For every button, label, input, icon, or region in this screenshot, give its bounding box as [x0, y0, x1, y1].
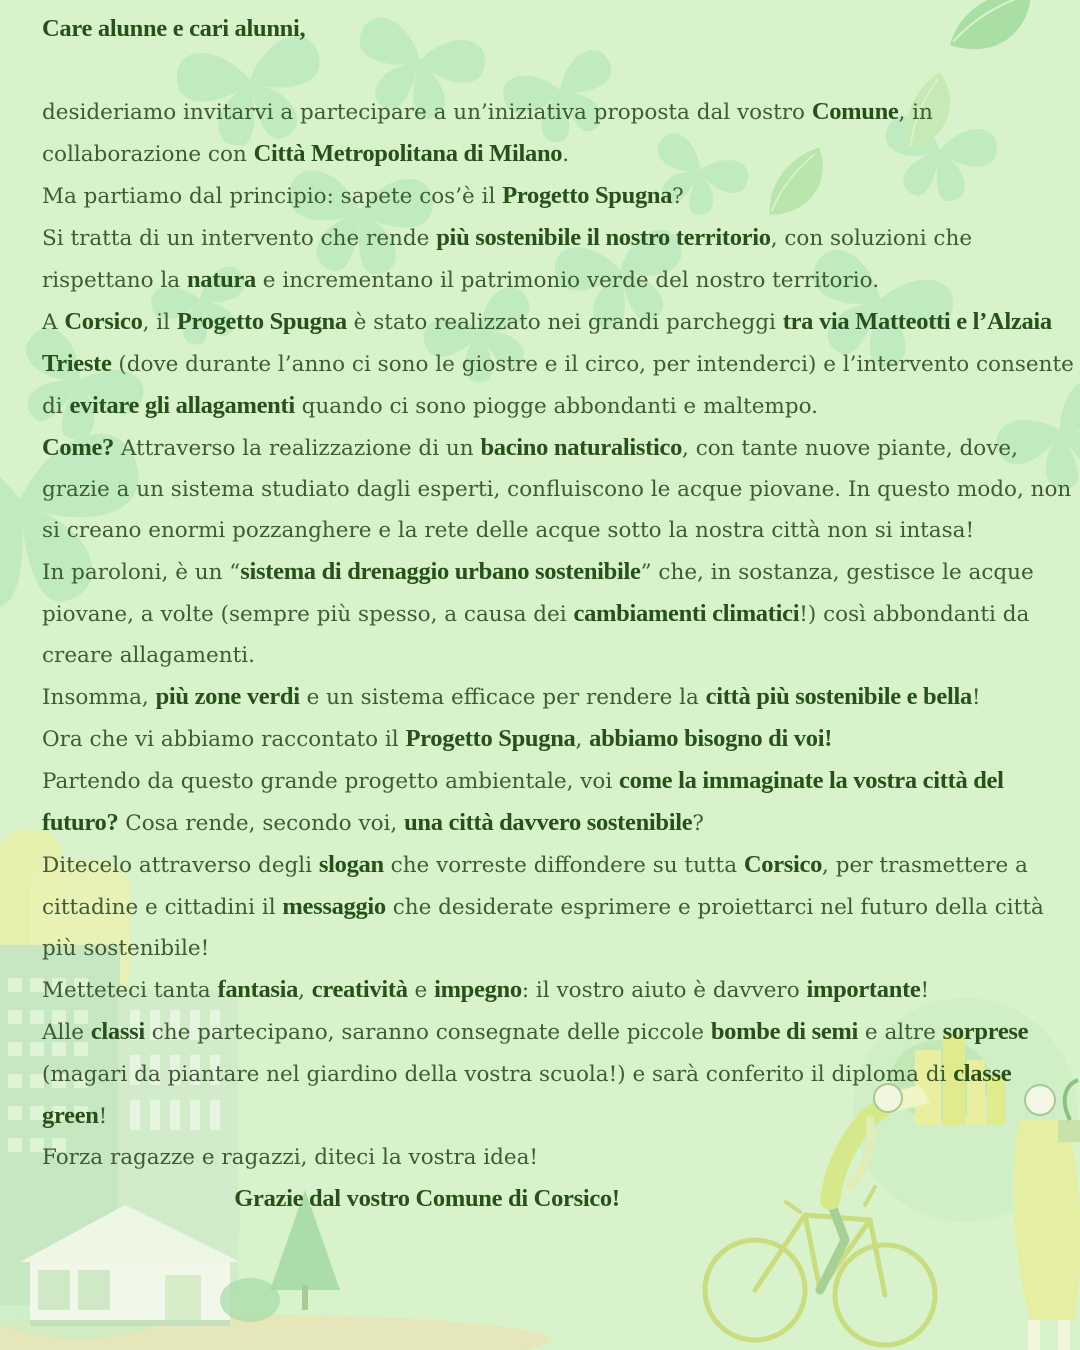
- bold-text: Progetto Spugna: [176, 308, 347, 335]
- bold-text: impegno: [434, 976, 522, 1003]
- text: (magari da piantare nel giardino della vostra scuola!) e sarà conferito il diploma di: [42, 1062, 954, 1087]
- bold-text: bacino naturalistico: [480, 434, 683, 461]
- text: !) così abbondanti da creare allagamenti.: [42, 602, 1030, 668]
- bold-text: importante: [806, 976, 921, 1003]
- paragraph: [42, 217, 1080, 301]
- bold-text: più zone verdi: [155, 683, 300, 710]
- bold-text: fantasia: [217, 976, 299, 1003]
- text: quando ci sono piogge abbondanti e maltempo.: [294, 394, 818, 419]
- bold-text: Corsico: [64, 308, 143, 335]
- bold-text: bombe di semi: [710, 1018, 859, 1045]
- text: ?: [672, 184, 684, 209]
- bold-text: Come?: [42, 434, 114, 461]
- bold-text: Progetto Spugna: [405, 725, 576, 752]
- text: A: [42, 310, 65, 335]
- paragraph-list: [42, 91, 1080, 1178]
- paragraph: [42, 175, 1080, 217]
- bold-text: Corsico: [743, 851, 823, 878]
- bold-text: una città davvero sostenibile: [404, 809, 693, 836]
- text: e un sistema efficace per rendere la: [299, 685, 706, 710]
- text: !: [920, 978, 930, 1003]
- bold-text: sistema di drenaggio urbano sostenibile: [240, 558, 641, 585]
- text: ” che, in sostanza, gestisce le acque piovane, a volte (sempre più spesso, a causa dei: [42, 560, 1034, 627]
- bold-text: Progetto Spugna: [502, 182, 673, 209]
- text: Cosa rende, secondo voi,: [118, 811, 405, 836]
- text: Metteteci tanta: [42, 978, 218, 1003]
- text: In paroloni, è un “: [42, 560, 241, 585]
- text: !: [971, 685, 981, 710]
- bold-text: Città Metropolitana di Milano: [253, 140, 563, 167]
- text: è stato realizzato nei grandi parcheggi: [346, 310, 783, 335]
- paragraph: [42, 91, 1080, 175]
- text: Insomma,: [42, 685, 156, 710]
- paragraph: [42, 551, 1080, 676]
- text: e altre: [858, 1020, 943, 1045]
- paragraph: [42, 844, 1080, 969]
- text: .: [562, 142, 570, 167]
- greeting: Care alunne e cari alunni,: [42, 15, 306, 42]
- paragraph: [42, 760, 1080, 844]
- paragraph: [42, 1137, 1080, 1178]
- text: , per trasmettere a cittadine e cittadini il: [42, 853, 1028, 920]
- bold-text: come la immaginate la vostra città del futuro?: [42, 767, 1004, 836]
- paragraph: [42, 301, 1080, 427]
- text: Forza ragazze e ragazzi, diteci la vostra idea!: [42, 1145, 539, 1170]
- paragraph: [42, 676, 1080, 718]
- bold-text: slogan: [318, 851, 384, 878]
- bold-text: messaggio: [282, 893, 386, 920]
- text: : il vostro aiuto è davvero: [521, 978, 807, 1003]
- bold-text: evitare gli allagamenti: [69, 392, 295, 419]
- bold-text: tra via Matteotti e l’Alzaia Trieste: [42, 308, 1052, 377]
- text: e incrementano il patrimonio verde del nostro territorio.: [255, 268, 880, 293]
- text: Ora che vi abbiamo raccontato il: [42, 727, 406, 752]
- bold-text: cambiamenti climatici: [573, 600, 800, 627]
- letter-body: [42, 8, 1080, 1220]
- text: ,: [298, 978, 312, 1003]
- text: ?: [692, 811, 704, 836]
- bold-text: sorprese: [942, 1018, 1029, 1045]
- closing: Grazie dal vostro Comune di Corsico!: [234, 1185, 620, 1212]
- text: Attraverso la realizzazione di un: [113, 436, 481, 461]
- bold-text: creatività: [311, 976, 408, 1003]
- bold-text: più sostenibile il nostro territorio: [436, 224, 771, 251]
- bold-text: classi: [90, 1018, 145, 1045]
- bold-text: natura: [186, 266, 256, 293]
- text: e: [407, 978, 435, 1003]
- paragraph: [42, 1011, 1080, 1137]
- bold-text: città più sostenibile e bella: [705, 683, 972, 710]
- text: che partecipano, saranno consegnate delle piccole: [144, 1020, 711, 1045]
- bold-text: classe green: [42, 1060, 1012, 1129]
- bold-text: abbiamo bisogno di voi!: [589, 725, 833, 752]
- text: , in collaborazione con: [42, 100, 933, 167]
- text: desideriamo invitarvi a partecipare a un’iniziativa proposta dal vostro: [42, 100, 812, 125]
- text: , con soluzioni che rispettano la: [42, 226, 973, 293]
- text: che vorreste diffondere su tutta: [383, 853, 744, 878]
- paragraph: [42, 427, 1080, 551]
- text: !: [98, 1104, 108, 1129]
- text: ,: [575, 727, 590, 752]
- text: Ma partiamo dal principio: sapete cos’è il: [42, 184, 503, 209]
- text: , il: [142, 310, 177, 335]
- paragraph: [42, 969, 1080, 1011]
- text: Si tratta di un intervento che rende: [42, 226, 437, 251]
- text: Partendo da questo grande progetto ambientale, voi: [42, 769, 620, 794]
- text: (dove durante l’anno ci sono le giostre e il circo, per intenderci) e l’intervento consente di: [42, 352, 1074, 419]
- bold-text: Comune: [811, 98, 899, 125]
- paragraph: [42, 718, 1080, 760]
- text: , con tante nuove piante, dove, grazie a un sistema studiato dagli esperti, confluiscono le acque piovane. In questo modo, non si creano enormi pozzanghere e la rete delle acque sotto la nostra città non si intasa!: [42, 436, 1072, 543]
- text: Alle: [42, 1020, 91, 1045]
- text: Ditecelo attraverso degli: [42, 853, 319, 878]
- text: che desiderate esprimere e proiettarci nel futuro della città più sostenibile!: [42, 895, 1044, 961]
